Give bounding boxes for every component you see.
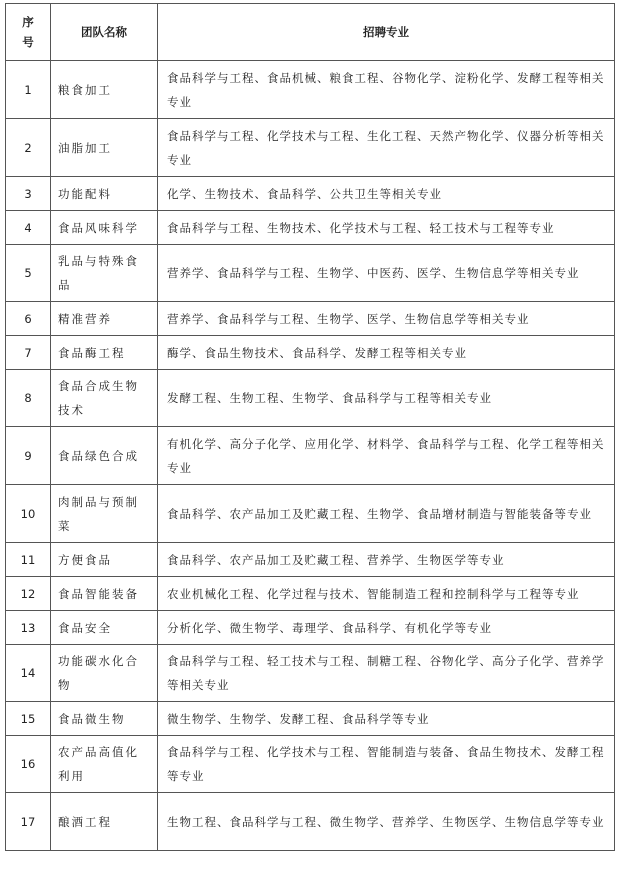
table-row [6,736,615,793]
row-serial-number: 17 [6,793,51,851]
table-row [6,485,615,543]
row-serial-number: 2 [6,119,51,177]
row-serial-number: 11 [6,543,51,577]
header-recruit-major: 招聘专业 [158,4,615,61]
row-team-name: 食品合成生物技术 [51,370,158,427]
row-team-name: 食品微生物 [51,702,158,736]
table-row [6,543,615,577]
row-recruit-major: 食品科学与工程、化学技术与工程、智能制造与装备、食品生物技术、发酵工程等专业 [158,736,615,793]
table-row [6,577,615,611]
header-serial-number: 序 号 [6,4,51,61]
table-row [6,177,615,211]
header-team-name: 团队名称 [51,4,158,61]
row-team-name: 食品酶工程 [51,336,158,370]
table-row [6,302,615,336]
row-team-name: 农产品高值化利用 [51,736,158,793]
row-recruit-major: 发酵工程、生物工程、生物学、食品科学与工程等相关专业 [158,370,615,427]
row-recruit-major: 化学、生物技术、食品科学、公共卫生等相关专业 [158,177,615,211]
row-serial-number: 16 [6,736,51,793]
row-recruit-major: 分析化学、微生物学、毒理学、食品科学、有机化学等专业 [158,611,615,645]
table-row [6,119,615,177]
table-row [6,611,615,645]
row-recruit-major: 食品科学与工程、化学技术与工程、生化工程、天然产物化学、仪器分析等相关专业 [158,119,615,177]
row-serial-number: 12 [6,577,51,611]
table-row [6,211,615,245]
row-serial-number: 13 [6,611,51,645]
row-serial-number: 14 [6,645,51,702]
recruitment-table [5,3,615,851]
row-recruit-major: 生物工程、食品科学与工程、微生物学、营养学、生物医学、生物信息学等专业 [158,793,615,851]
row-serial-number: 8 [6,370,51,427]
row-serial-number: 15 [6,702,51,736]
row-team-name: 粮食加工 [51,61,158,119]
row-team-name: 油脂加工 [51,119,158,177]
table-row [6,61,615,119]
row-recruit-major: 农业机械化工程、化学过程与技术、智能制造工程和控制科学与工程等专业 [158,577,615,611]
row-team-name: 精准营养 [51,302,158,336]
row-serial-number: 4 [6,211,51,245]
row-serial-number: 6 [6,302,51,336]
table-row [6,370,615,427]
row-serial-number: 9 [6,427,51,485]
row-team-name: 功能碳水化合物 [51,645,158,702]
row-serial-number: 5 [6,245,51,302]
table-row [6,245,615,302]
row-serial-number: 7 [6,336,51,370]
table-row [6,427,615,485]
row-serial-number: 3 [6,177,51,211]
row-serial-number: 10 [6,485,51,543]
table-row [6,793,615,851]
row-recruit-major: 营养学、食品科学与工程、生物学、医学、生物信息学等相关专业 [158,302,615,336]
row-recruit-major: 食品科学与工程、生物技术、化学技术与工程、轻工技术与工程等专业 [158,211,615,245]
row-team-name: 食品风味科学 [51,211,158,245]
row-recruit-major: 食品科学、农产品加工及贮藏工程、生物学、食品增材制造与智能装备等专业 [158,485,615,543]
row-recruit-major: 食品科学与工程、轻工技术与工程、制糖工程、谷物化学、高分子化学、营养学等相关专业 [158,645,615,702]
row-recruit-major: 营养学、食品科学与工程、生物学、中医药、医学、生物信息学等相关专业 [158,245,615,302]
row-team-name: 功能配料 [51,177,158,211]
table-header-row [6,4,615,61]
row-team-name: 方便食品 [51,543,158,577]
row-recruit-major: 酶学、食品生物技术、食品科学、发酵工程等相关专业 [158,336,615,370]
table-row [6,702,615,736]
row-team-name: 酿酒工程 [51,793,158,851]
row-serial-number: 1 [6,61,51,119]
row-team-name: 食品绿色合成 [51,427,158,485]
row-recruit-major: 食品科学、农产品加工及贮藏工程、营养学、生物医学等专业 [158,543,615,577]
row-team-name: 食品安全 [51,611,158,645]
row-team-name: 乳品与特殊食品 [51,245,158,302]
row-team-name: 食品智能装备 [51,577,158,611]
row-recruit-major: 微生物学、生物学、发酵工程、食品科学等专业 [158,702,615,736]
table-row [6,645,615,702]
row-team-name: 肉制品与预制菜 [51,485,158,543]
table-row [6,336,615,370]
row-recruit-major: 食品科学与工程、食品机械、粮食工程、谷物化学、淀粉化学、发酵工程等相关专业 [158,61,615,119]
row-recruit-major: 有机化学、高分子化学、应用化学、材料学、食品科学与工程、化学工程等相关专业 [158,427,615,485]
